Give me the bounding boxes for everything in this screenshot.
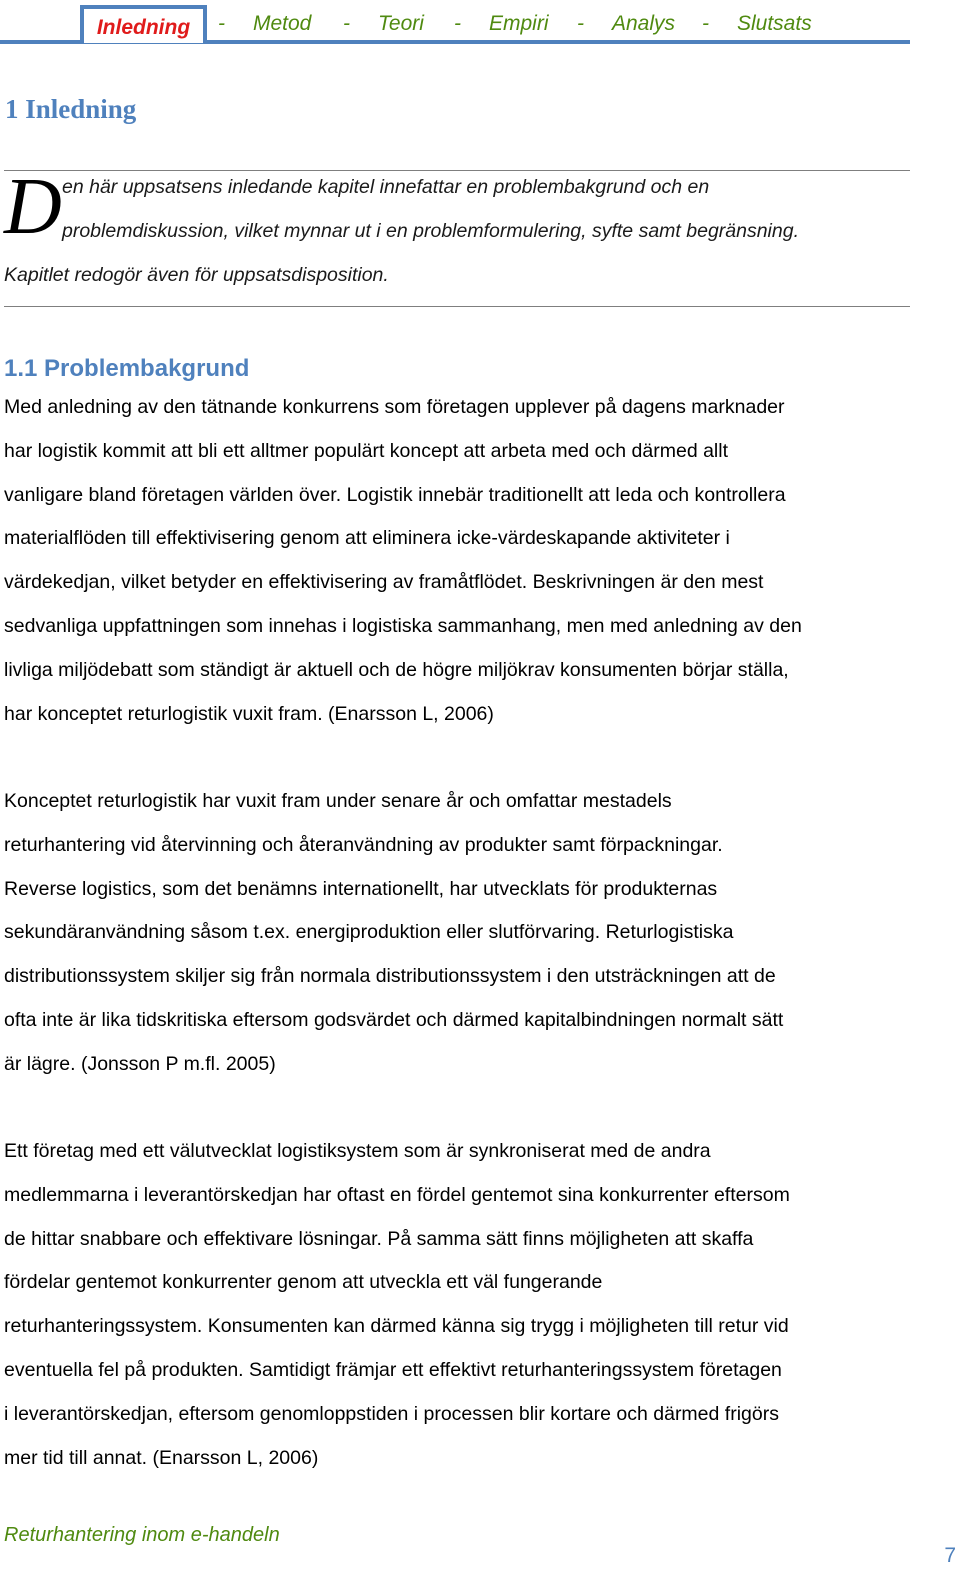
paragraph-line: eventuella fel på produkten. Samtidigt främjar ett effektivt returhanteringssystem företagen bbox=[4, 1358, 782, 1381]
chapter-heading: 1 Inledning bbox=[5, 94, 137, 124]
intro-line: Kapitlet redogör även för uppsatsdisposition. bbox=[4, 264, 389, 286]
nav-item-analys[interactable]: Analys bbox=[612, 12, 676, 35]
paragraph-line: Reverse logistics, som det benämns internationellt, har utvecklats för produkternas bbox=[4, 877, 718, 900]
nav-separator: - bbox=[702, 12, 709, 35]
intro-line: problemdiskussion, vilket mynnar ut i en problemformulering, syfte samt begränsning. bbox=[62, 220, 800, 242]
paragraph-line: sekundäranvändning såsom t.ex. energiproduktion eller slutförvaring. Returlogistiska bbox=[4, 921, 734, 944]
section-heading: 1.1 Problembakgrund bbox=[4, 355, 250, 382]
intro-top-rule bbox=[4, 170, 910, 171]
paragraph-line: sedvanliga uppfattningen som innehas i logistiska sammanhang, men med anledning av den bbox=[4, 614, 802, 637]
chapter-nav bbox=[0, 4, 910, 44]
nav-item-metod[interactable]: Metod bbox=[253, 12, 312, 35]
paragraph-line: returhanteringssystem. Konsumenten kan därmed känna sig trygg i möjligheten till retur vid bbox=[4, 1315, 789, 1338]
nav-item-teori[interactable]: Teori bbox=[378, 12, 424, 35]
paragraph-line: Konceptet returlogistik har vuxit fram under senare år och omfattar mestadels bbox=[4, 790, 672, 812]
paragraph-line: Ett företag med ett välutvecklat logistiksystem som är synkroniserat med de andra bbox=[4, 1140, 711, 1162]
paragraph-line: har konceptet returlogistik vuxit fram. (Enarsson L, 2006) bbox=[4, 702, 494, 725]
paragraph-line: i leverantörskedjan, eftersom genomloppstiden i processen blir kortare och därmed frigörs bbox=[4, 1402, 779, 1425]
paragraph-line: materialflöden till effektivisering genom att eliminera icke-värdeskapande aktiviteter i bbox=[4, 527, 730, 550]
nav-item-inledning[interactable]: Inledning bbox=[80, 5, 207, 43]
intro-bottom-rule bbox=[4, 306, 910, 307]
paragraph-line: medlemmarna i leverantörskedjan har oftast en fördel gentemot sina konkurrenter eftersom bbox=[4, 1183, 790, 1206]
nav-separator: - bbox=[454, 12, 461, 35]
nav-item-empiri[interactable]: Empiri bbox=[489, 12, 549, 35]
paragraph-line: ofta inte är lika tidskritiska eftersom godsvärdet och därmed kapitalbindningen normalt sätt bbox=[4, 1008, 784, 1031]
paragraph-line: fördelar gentemot konkurrenter genom att utveckla ett väl fungerande bbox=[4, 1271, 603, 1294]
intro-line: en här uppsatsens inledande kapitel innefattar en problembakgrund och en bbox=[62, 176, 710, 198]
page-number: 7 bbox=[944, 1544, 956, 1567]
paragraph-line: är lägre. (Jonsson P m.fl. 2005) bbox=[4, 1052, 276, 1075]
paragraph-line: har logistik kommit att bli ett alltmer populärt koncept att arbeta med och därmed allt bbox=[4, 439, 729, 462]
paragraph-line: returhantering vid återvinning och återanvändning av produkter samt förpackningar. bbox=[4, 833, 723, 856]
paragraph-line: mer tid till annat. (Enarsson L, 2006) bbox=[4, 1446, 319, 1469]
paragraph-line: värdekedjan, vilket betyder en effektivisering av framåtflödet. Beskrivningen är den mest bbox=[4, 571, 764, 594]
paragraph bbox=[4, 386, 910, 736]
nav-separator: - bbox=[343, 12, 350, 35]
paragraph-line: Med anledning av den tätnande konkurrens som företagen upplever på dagens marknader bbox=[4, 396, 785, 418]
paragraph bbox=[4, 780, 910, 1087]
footer-title: Returhantering inom e-handeln bbox=[4, 1524, 280, 1546]
paragraph-line: livliga miljödebatt som ständigt är aktuell och de högre miljökrav konsumenten börjar ställa, bbox=[4, 658, 789, 681]
drop-cap: D bbox=[4, 163, 62, 251]
paragraph-line: de hittar snabbare och effektivare lösningar. På samma sätt finns möjligheten att skaffa bbox=[4, 1227, 754, 1250]
paragraph-line: vanligare bland företagen världen över. Logistik innebär traditionellt att leda och kontrollera bbox=[4, 483, 786, 506]
paragraph bbox=[4, 1130, 910, 1480]
nav-separator: - bbox=[577, 12, 584, 35]
paragraph-line: distributionssystem skiljer sig från normala distributionssystem i den utsträckningen att de bbox=[4, 965, 776, 988]
nav-item-slutsats[interactable]: Slutsats bbox=[737, 12, 812, 35]
nav-separator: - bbox=[218, 12, 225, 35]
